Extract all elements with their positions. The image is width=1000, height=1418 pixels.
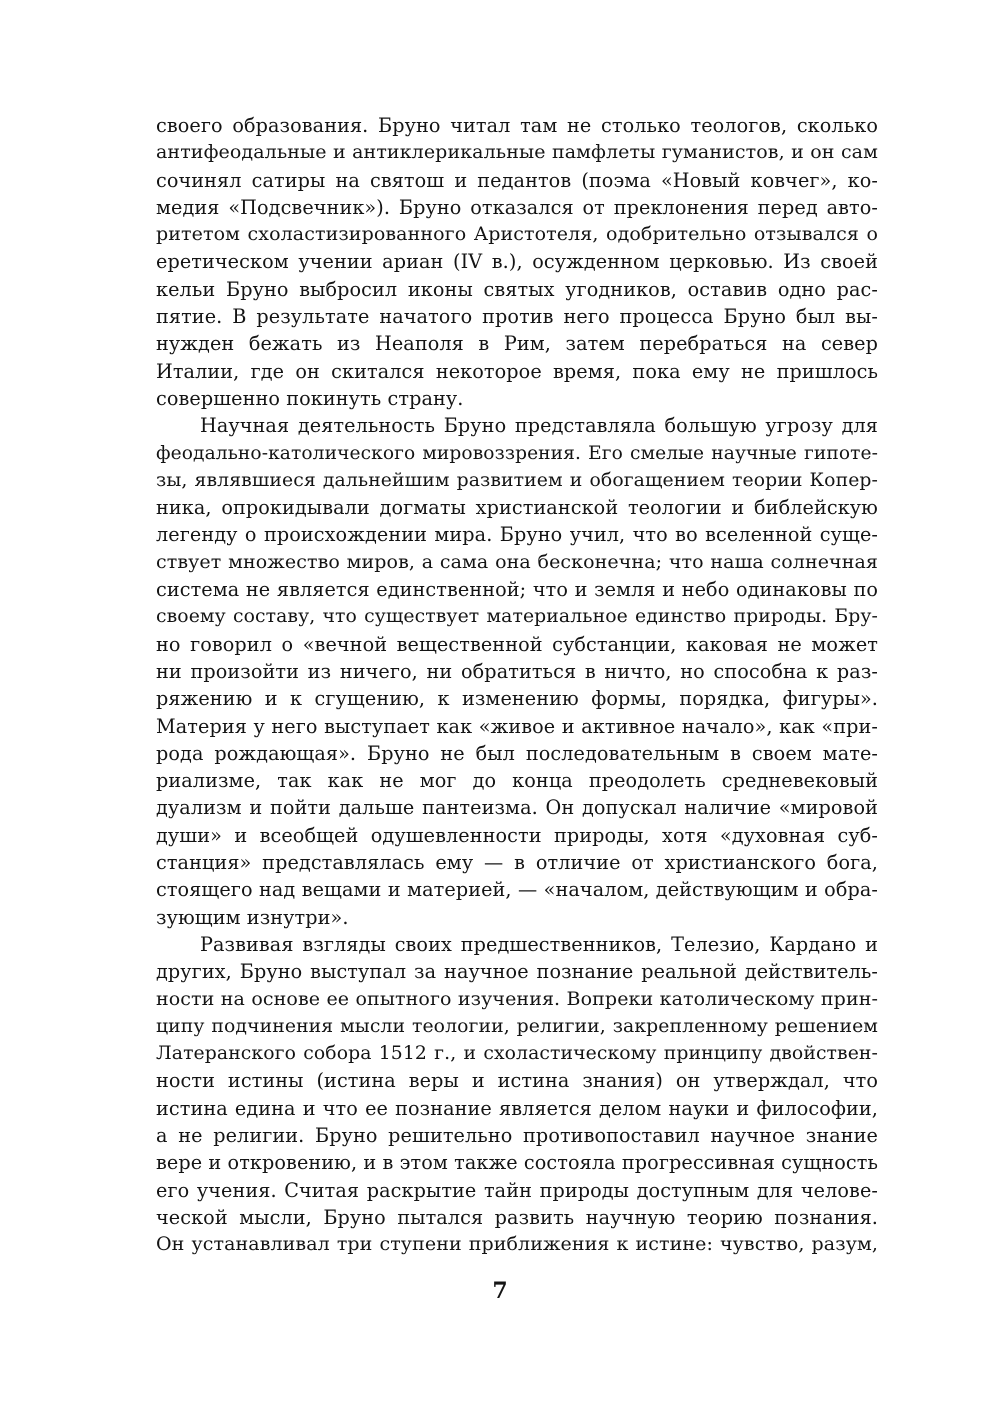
text-line: его учения. Считая раскрытие тайн природы доступным для челове- bbox=[156, 1178, 878, 1202]
page-number: 7 bbox=[492, 1278, 508, 1304]
paragraph bbox=[156, 412, 878, 931]
text-line: сочинял сатиры на святош и педантов (поэма «Новый ковчег», ко- bbox=[156, 168, 878, 192]
text-line: но говорил о «вечной вещественной субстанции, каковая не может bbox=[156, 632, 878, 656]
text-line: ритетом схоластизированного Аристотеля, одобрительно отзывался о bbox=[156, 223, 878, 246]
text-line: совершенно покинуть страну. bbox=[156, 386, 464, 410]
text-line: Развивая взгляды своих предшественников, Телезио, Кардано и bbox=[200, 932, 878, 956]
text-line: дуализм и пойти дальше пантеизма. Он допускал наличие «мировой bbox=[156, 796, 878, 820]
text-line: риализме, так как не мог до конца преодолеть средневековый bbox=[156, 769, 878, 793]
text-line: система не является единственной; что и земля и небо одинаковы по bbox=[156, 578, 878, 602]
text-line: рода рождающая». Бруно не был последовательным в своем мате- bbox=[156, 741, 878, 765]
paragraph bbox=[156, 112, 878, 412]
text-line: станция» представлялась ему — в отличие от христианского бога, bbox=[156, 851, 878, 875]
text-line: Италии, где он скитался некоторое время, пока ему не пришлось bbox=[156, 359, 878, 383]
text-line: феодально-католического мировоззрения. Его смелые научные гипоте- bbox=[156, 442, 878, 464]
text-line: кельи Бруно выбросил иконы святых угодников, оставив одно рас- bbox=[156, 277, 878, 301]
text-line: Материя у него выступает как «живое и активное начало», как «при- bbox=[156, 714, 878, 738]
text-line: а не религии. Бруно решительно противопоставил научное знание bbox=[156, 1123, 878, 1147]
main-text bbox=[156, 112, 878, 1258]
text-line: ности истины (истина веры и истина знания) он утверждал, что bbox=[156, 1069, 878, 1093]
text-line: ствует множество миров, а сама она бесконечна; что наша солнечная bbox=[156, 550, 878, 573]
text-line: ности на основе ее опытного изучения. Вопреки католическому прин- bbox=[156, 987, 878, 1010]
text-line: истина едина и что ее познание является делом науки и философии, bbox=[156, 1096, 878, 1120]
text-line: зы, являвшиеся дальнейшим развитием и обогащением теории Копер- bbox=[156, 469, 878, 491]
paragraph bbox=[156, 931, 878, 1259]
text-line: других, Бруно выступал за научное познание реальной действитель- bbox=[156, 960, 878, 984]
text-line: антифеодальные и антиклерикальные памфлеты гуманистов, и он сам bbox=[156, 141, 878, 164]
text-line: Латеранского собора 1512 г., и схоластическому принципу двойствен- bbox=[156, 1043, 878, 1065]
text-line: ряжению и к сгущению, к изменению формы, порядка, фигуры». bbox=[156, 687, 878, 711]
text-line: Он устанавливал три ступени приближения к истине: чувство, разум, bbox=[156, 1233, 878, 1256]
text-line: нужден бежать из Неаполя в Рим, затем перебраться на север bbox=[156, 332, 878, 356]
text-line: зующим изнутри». bbox=[156, 905, 349, 929]
text-line: ника, опрокидывали догматы христианской теологии и библейскую bbox=[156, 496, 878, 520]
text-line: ципу подчинения мысли теологии, религии, закрепленному решением bbox=[156, 1015, 878, 1037]
text-line: своего образования. Бруно читал там не столько теологов, сколько bbox=[156, 114, 878, 137]
text-line: пятие. В результате начатого против него процесса Бруно был вы- bbox=[156, 305, 878, 329]
text-line: легенду о происхождении мира. Бруно учил, что во вселенной суще- bbox=[156, 523, 878, 547]
text-line: медия «Подсвечник»). Бруно отказался от преклонения перед авто- bbox=[156, 195, 878, 219]
text-line: ни произойти из ничего, ни обратиться в ничто, но способна к раз- bbox=[156, 659, 878, 683]
text-line: еретическом учении ариан (IV в.), осужденном церковью. Из своей bbox=[156, 250, 878, 274]
text-line: своему составу, что существует материальное единство природы. Бру- bbox=[156, 606, 878, 628]
text-line: Научная деятельность Бруно представляла большую угрозу для bbox=[200, 414, 878, 438]
text-line: души» и всеобщей одушевленности природы, хотя «духовная суб- bbox=[156, 823, 878, 847]
text-line: вере и откровению, и в этом также состояла прогрессивная сущность bbox=[156, 1151, 878, 1175]
text-line: ческой мысли, Бруно пытался развить научную теорию познания. bbox=[156, 1205, 878, 1229]
text-line: стоящего над вещами и материей, — «началом, действующим и обра- bbox=[156, 878, 878, 902]
